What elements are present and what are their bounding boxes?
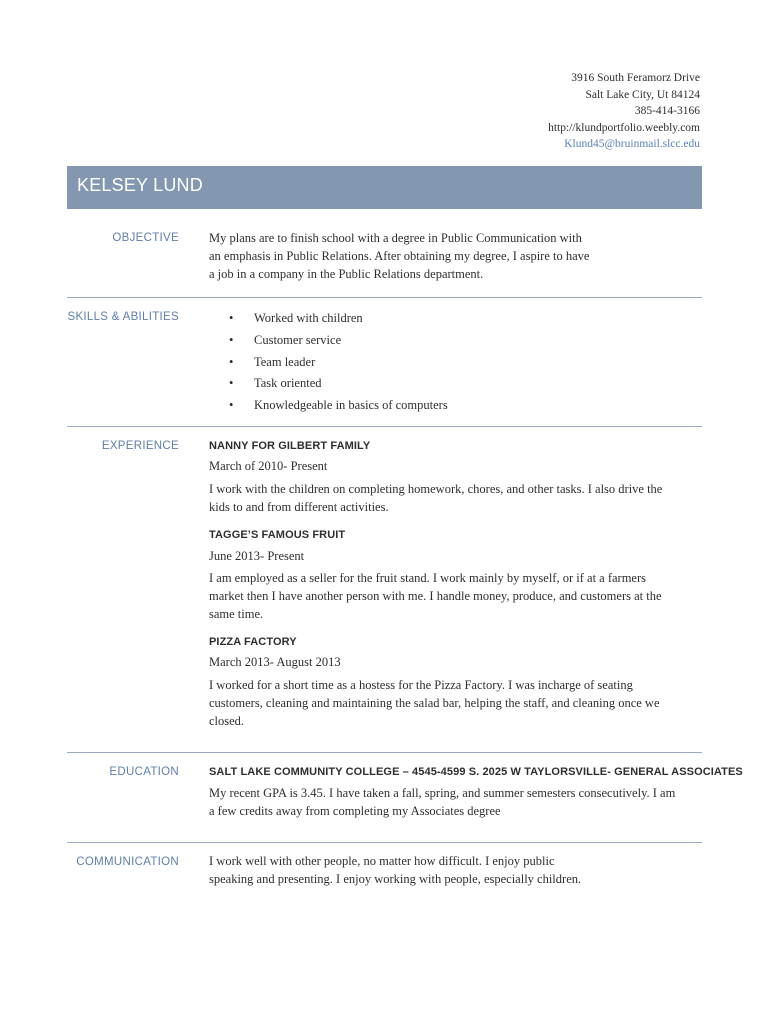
job-description-line: market then I have another person with me. I handle money, produce, and customers at the	[209, 589, 662, 603]
section-label-communication: COMMUNICATION	[76, 856, 179, 868]
skill-text: Customer service	[254, 332, 342, 347]
contact-city: Salt Lake City, Ut 84124	[585, 88, 700, 101]
objective-text	[209, 229, 589, 283]
bullet-icon: •	[229, 332, 234, 347]
objective-line: My plans are to finish school with a degree in Public Communication with	[209, 231, 582, 245]
section-divider	[67, 297, 702, 298]
bullet-icon: •	[229, 311, 234, 325]
section-divider	[67, 426, 702, 427]
skills-list	[209, 308, 448, 417]
skill-text: Worked with children	[254, 311, 363, 325]
section-label-education: EDUCATION	[109, 766, 179, 778]
communication-text	[209, 852, 581, 888]
education-text	[209, 784, 675, 820]
job-description	[209, 569, 662, 623]
job-description-line: I worked for a short time as a hostess for the Pizza Factory. I was incharge of seating	[209, 678, 633, 692]
job-description-line: closed.	[209, 714, 245, 728]
list-item	[209, 373, 448, 395]
contact-email[interactable]: Klund45@bruinmail.slcc.edu	[564, 138, 700, 150]
job-dates: March 2013- August 2013	[209, 655, 341, 669]
education-title: SALT LAKE COMMUNITY COLLEGE – 4545-4599 S. 2025 W TAYLORSVILLE- GENERAL ASSOCIATES	[209, 766, 743, 778]
contact-phone: 385-414-3166	[634, 105, 700, 117]
job-description	[209, 480, 662, 516]
communication-line: speaking and presenting. I enjoy working with people, especially children.	[209, 872, 582, 886]
job-title: PIZZA FACTORY	[209, 636, 297, 648]
job-description-line: customers, cleaning and maintaining the salad bar, helping the staff, and cleaning once we	[209, 696, 660, 710]
bullet-icon: •	[229, 376, 234, 391]
skill-text: Knowledgeable in basics of computers	[254, 398, 448, 413]
job-description-line: I work with the children on completing homework, chores, and other tasks. I also drive the	[209, 482, 663, 496]
job-description	[209, 676, 660, 730]
education-line: a few credits away from completing my Associates degree	[209, 804, 501, 818]
bullet-icon: •	[229, 354, 234, 369]
section-label-objective: OBJECTIVE	[112, 232, 179, 244]
section-divider	[67, 752, 702, 753]
communication-line: I work well with other people, no matter how difficult. I enjoy public	[209, 854, 555, 868]
list-item	[209, 308, 448, 330]
bullet-icon: •	[229, 398, 234, 413]
section-label-experience: EXPERIENCE	[101, 440, 179, 452]
job-dates: March of 2010- Present	[209, 459, 328, 473]
list-item	[209, 330, 448, 352]
objective-line: an emphasis in Public Relations. After obtaining my degree, I aspire to have	[209, 249, 590, 263]
contact-website[interactable]: http://klundportfolio.weebly.com	[548, 121, 700, 134]
list-item	[209, 352, 448, 374]
objective-line: a job in a company in the Public Relations department.	[209, 267, 484, 281]
job-description-line: kids to and from different activities.	[209, 500, 389, 514]
contact-info	[548, 70, 700, 153]
job-dates: June 2013- Present	[209, 549, 305, 563]
resume-name: KELSEY LUND	[77, 175, 203, 195]
job-title: NANNY FOR GILBERT FAMILY	[209, 440, 371, 452]
job-description-line: same time.	[209, 607, 264, 621]
job-description-line: I am employed as a seller for the fruit stand. I work mainly by myself, or if at a farmers	[209, 571, 647, 585]
section-divider	[67, 842, 702, 843]
education-line: My recent GPA is 3.45. I have taken a fall, spring, and summer semesters consecutively. I am	[209, 786, 676, 800]
list-item	[209, 395, 448, 417]
skill-text: Task oriented	[254, 376, 322, 391]
skill-text: Team leader	[254, 354, 316, 369]
section-label-skills: SKILLS & ABILITIES	[67, 311, 179, 323]
contact-address: 3916 South Feramorz Drive	[571, 72, 700, 84]
name-banner	[67, 166, 702, 209]
job-title: TAGGE’S FAMOUS FRUIT	[209, 529, 346, 541]
